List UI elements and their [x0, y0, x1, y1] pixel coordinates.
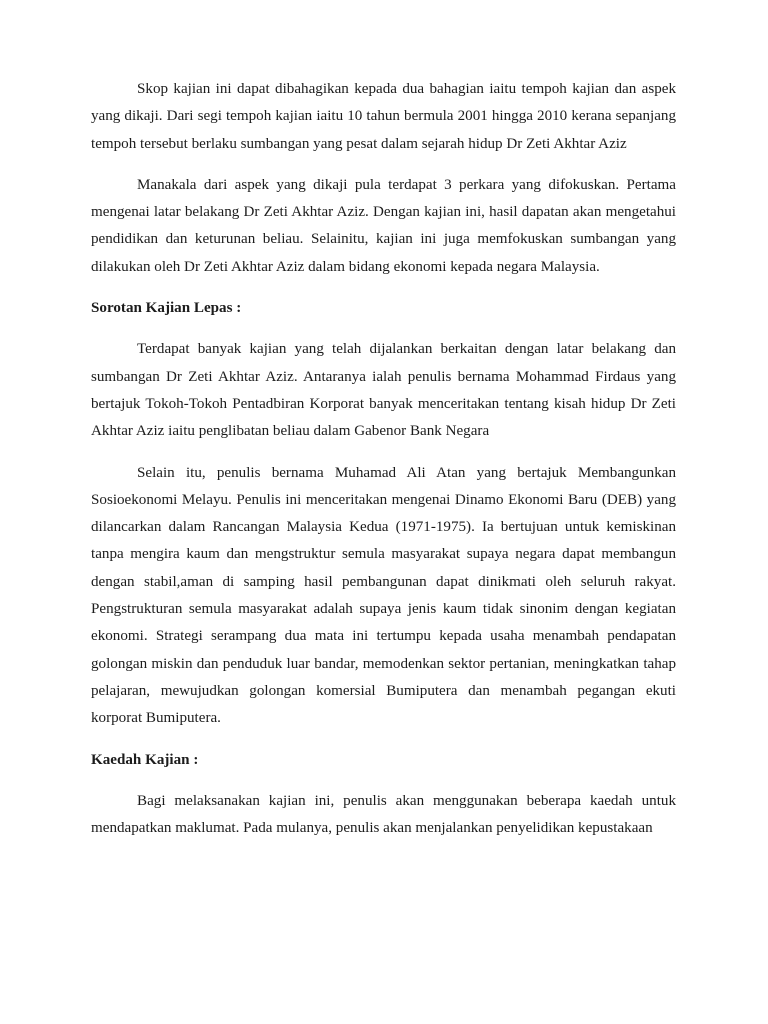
paragraph-socioeconomic: Selain itu, penulis bernama Muhamad Ali Atan yang bertajuk Membangunkan Sosioekonomi Melayu. Penulis ini menceritakan mengenai Dinamo Ekonomi Baru (DEB) yang dilancarkan dalam Rancangan Malaysia Kedua (1971-1975). Ia bertujuan untuk kemiskinan tanpa mengira kaum dan mengstruktur semula masyarakat supaya negara dapat membangun dengan stabil,aman di samping hasil pembangunan dapat dinikmati oleh seluruh rakyat. Pengstrukturan semula masyarakat adalah supaya jenis kaum tidak sinonim dengan kegiatan ekonomi. Strategi serampang dua mata ini tertumpu kepada usaha menambah pendapatan golongan miskin dan penduduk luar bandar, memodenkan sektor pertanian, meningkatkan tahap pelajaran, mewujudkan golongan komersial Bumiputera dan menambah pegangan ekuti korporat Bumiputera.	[91, 464, 676, 727]
paragraph-methods: Bagi melaksanakan kajian ini, penulis akan menggunakan beberapa kaedah untuk mendapatkan maklumat. Pada mulanya, penulis akan menjalankan penyelidikan kepustakaan	[91, 792, 676, 837]
heading-literature-review: Sorotan Kajian Lepas :	[91, 300, 242, 317]
heading-methodology: Kaedah Kajian :	[91, 751, 199, 768]
document-page	[91, 76, 676, 856]
paragraph-aspects: Manakala dari aspek yang dikaji pula terdapat 3 perkara yang difokuskan. Pertama mengenai latar belakang Dr Zeti Akhtar Aziz. Dengan kajian ini, hasil dapatan akan mengetahui pendidikan dan keturunan beliau. Selainitu, kajian ini juga memfokuskan sumbangan yang dilakukan oleh Dr Zeti Akhtar Aziz dalam bidang ekonomi kepada negara Malaysia.	[91, 176, 676, 275]
paragraph-previous-studies: Terdapat banyak kajian yang telah dijalankan berkaitan dengan latar belakang dan sumbangan Dr Zeti Akhtar Aziz. Antaranya ialah penulis bernama Mohammad Firdaus yang bertajuk Tokoh-Tokoh Pentadbiran Korporat banyak menceritakan tentang kisah hidup Dr Zeti Akhtar Aziz iaitu penglibatan beliau dalam Gabenor Bank Negara	[91, 341, 676, 440]
paragraph-scope: Skop kajian ini dapat dibahagikan kepada dua bahagian iaitu tempoh kajian dan aspek yang dikaji. Dari segi tempoh kajian iaitu 10 tahun bermula 2001 hingga 2010 kerana sepanjang tempoh tersebut berlaku sumbangan yang pesat dalam sejarah hidup Dr Zeti Akhtar Aziz	[91, 81, 676, 152]
